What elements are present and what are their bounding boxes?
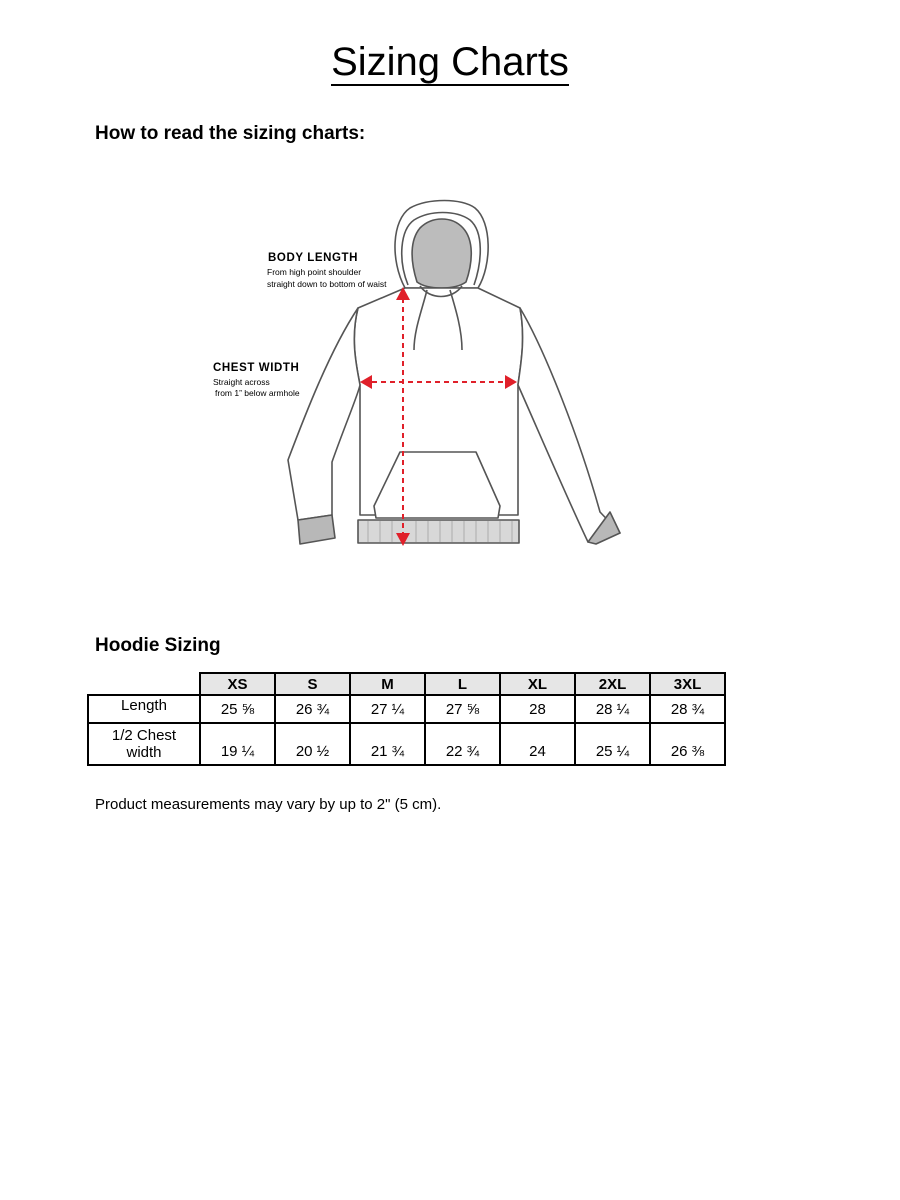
table-cell: 28 ¼ bbox=[575, 695, 650, 723]
measurement-note: Product measurements may vary by up to 2" (5 cm). bbox=[95, 796, 442, 813]
body-length-desc-2: straight down to bottom of waist bbox=[267, 279, 387, 289]
hood-opening bbox=[412, 219, 471, 288]
row-label-chest bbox=[88, 723, 200, 765]
table-cell: 28 ¾ bbox=[650, 695, 725, 723]
table-cell: 22 ¾ bbox=[425, 723, 500, 765]
page-title-text: Sizing Charts bbox=[331, 40, 569, 84]
size-header-xs: XS bbox=[200, 673, 275, 695]
size-header-2xl: 2XL bbox=[575, 673, 650, 695]
table-cell: 21 ¾ bbox=[350, 723, 425, 765]
size-header-xl: XL bbox=[500, 673, 575, 695]
waistband bbox=[358, 520, 519, 543]
left-sleeve bbox=[288, 308, 360, 520]
table-cell: 26 ¾ bbox=[275, 695, 350, 723]
table-cell: 26 ⅜ bbox=[650, 723, 725, 765]
table-cell: 25 ¼ bbox=[575, 723, 650, 765]
chest-width-desc-2: from 1” below armhole bbox=[215, 388, 300, 398]
size-header-3xl: 3XL bbox=[650, 673, 725, 695]
table-corner-cell bbox=[88, 673, 200, 695]
table-cell: 27 ¼ bbox=[350, 695, 425, 723]
left-cuff bbox=[298, 515, 335, 544]
table-cell: 25 ⅝ bbox=[200, 695, 275, 723]
table-cell: 20 ½ bbox=[275, 723, 350, 765]
table-cell: 19 ¼ bbox=[200, 723, 275, 765]
size-header-s: S bbox=[275, 673, 350, 695]
page-title bbox=[0, 38, 900, 86]
table-cell: 28 bbox=[500, 695, 575, 723]
table-row-chest bbox=[88, 723, 725, 765]
chest-width-desc-1: Straight across bbox=[213, 377, 270, 387]
right-sleeve bbox=[518, 308, 620, 542]
body-length-label: BODY LENGTH bbox=[268, 252, 359, 264]
hoodie-illustration bbox=[200, 190, 660, 560]
row-label-length: Length bbox=[88, 695, 200, 723]
table-cell: 24 bbox=[500, 723, 575, 765]
hoodie-diagram bbox=[200, 190, 660, 560]
size-header-m: M bbox=[350, 673, 425, 695]
table-cell: 27 ⅝ bbox=[425, 695, 500, 723]
row-label-chest-line2: width bbox=[126, 744, 162, 761]
table-row-length bbox=[88, 695, 725, 723]
body-length-desc-1: From high point shoulder bbox=[267, 267, 362, 277]
hoodie-sizing-heading: Hoodie Sizing bbox=[95, 635, 221, 656]
table-header-row bbox=[88, 673, 725, 695]
size-header-l: L bbox=[425, 673, 500, 695]
sizing-table bbox=[87, 672, 726, 766]
how-to-read-heading: How to read the sizing charts: bbox=[95, 123, 366, 144]
row-label-chest-line1: 1/2 Chest bbox=[111, 727, 177, 744]
chest-width-label: CHEST WIDTH bbox=[213, 362, 300, 374]
